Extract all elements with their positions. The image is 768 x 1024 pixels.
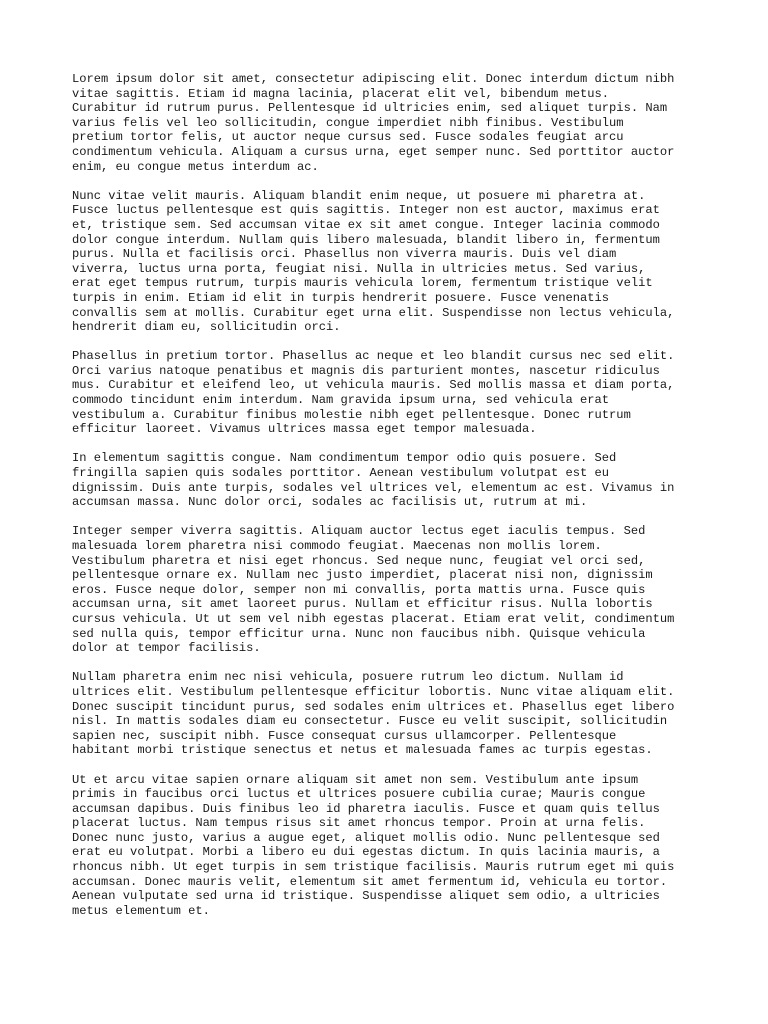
paragraph-5: Integer semper viverra sagittis. Aliquam auctor lectus eget iaculis tempus. Sed malesuada lorem pharetra nisi commodo feugiat. Maecenas non mollis lorem. Vestibulum pharetra et nisi eget rhoncus. Sed neque nunc, feugiat vel orci sed, pellentesque ornare ex. Nullam nec justo imperdiet, placerat nisi non, dignissim eros. Fusce neque dolor, semper non mi convallis, porta mattis urna. Fusce quis accumsan urna, sit amet laoreet purus. Nullam et efficitur risus. Nulla lobortis cursus vehicula. Ut ut sem vel nibh egestas placerat. Etiam erat velit, condimentum sed nulla quis, tempor efficitur urna. Nunc non faucibus nibh. Quisque vehicula dolor at tempor facilisis.	[72, 524, 675, 656]
document-page	[72, 72, 712, 933]
paragraph-1: Lorem ipsum dolor sit amet, consectetur adipiscing elit. Donec interdum dictum nibh vitae sagittis. Etiam id magna lacinia, placerat elit vel, bibendum metus. Curabitur id rutrum purus. Pellentesque id ultricies enim, sed aliquet turpis. Nam varius felis vel leo sollicitudin, congue imperdiet nibh finibus. Vestibulum pretium tortor felis, ut auctor neque cursus sed. Fusce sodales feugiat arcu condimentum vehicula. Aliquam a cursus urna, eget semper nunc. Sed porttitor auctor enim, eu congue metus interdum ac.	[72, 72, 675, 174]
paragraph-3: Phasellus in pretium tortor. Phasellus ac neque et leo blandit cursus nec sed elit. Orci varius natoque penatibus et magnis dis parturient montes, nascetur ridiculus mus. Curabitur et eleifend leo, ut vehicula mauris. Sed mollis massa et diam porta, commodo tincidunt enim interdum. Nam gravida ipsum urna, sed vehicula erat vestibulum a. Curabitur finibus molestie nibh eget pellentesque. Donec rutrum efficitur laoreet. Vivamus ultrices massa eget tempor malesuada.	[72, 349, 675, 437]
paragraph-6: Nullam pharetra enim nec nisi vehicula, posuere rutrum leo dictum. Nullam id ultrices elit. Vestibulum pellentesque efficitur lobortis. Nunc vitae aliquam elit. Donec suscipit tincidunt purus, sed sodales enim ultrices et. Phasellus eget libero nisl. In mattis sodales diam eu consectetur. Fusce eu velit suscipit, sollicitudin sapien nec, suscipit nibh. Fusce consequat cursus ullamcorper. Pellentesque habitant morbi tristique senectus et netus et malesuada fames ac turpis egestas.	[72, 670, 675, 758]
paragraph-2: Nunc vitae velit mauris. Aliquam blandit enim neque, ut posuere mi pharetra at. Fusce luctus pellentesque est quis sagittis. Integer non est auctor, maximus erat et, tristique sem. Sed accumsan vitae ex sit amet congue. Integer lacinia commodo dolor congue interdum. Nullam quis libero malesuada, blandit libero in, fermentum purus. Nulla et facilisis orci. Phasellus non viverra mauris. Duis vel diam viverra, luctus urna porta, feugiat nisi. Nulla in ultricies metus. Sed varius, erat eget tempus rutrum, turpis mauris vehicula lorem, fermentum tristique velit turpis in enim. Etiam id elit in turpis hendrerit posuere. Fusce venenatis convallis sem at mollis. Curabitur eget urna elit. Suspendisse non lectus vehicula, hendrerit diam eu, sollicitudin orci.	[72, 188, 675, 335]
paragraph-7: Ut et arcu vitae sapien ornare aliquam sit amet non sem. Vestibulum ante ipsum primis in faucibus orci luctus et ultrices posuere cubilia curae; Mauris congue accumsan dapibus. Duis finibus leo id pharetra iaculis. Fusce et quam quis tellus placerat luctus. Nam tempus risus sit amet rhoncus tempor. Proin at urna felis. Donec nunc justo, varius a augue eget, aliquet mollis odio. Nunc pellentesque sed erat eu volutpat. Morbi a libero eu dui egestas dictum. In quis lacinia mauris, a rhoncus nibh. Ut eget turpis in sem tristique facilisis. Mauris rutrum eget mi quis accumsan. Donec mauris velit, elementum sit amet fermentum id, vehicula eu tortor. Aenean vulputate sed urna id tristique. Suspendisse aliquet sem odio, a ultricies metus elementum et.	[72, 772, 675, 918]
paragraph-4: In elementum sagittis congue. Nam condimentum tempor odio quis posuere. Sed fringilla sapien quis sodales porttitor. Aenean vestibulum volutpat est eu dignissim. Duis ante turpis, sodales vel ultrices vel, elementum ac est. Vivamus in accumsan massa. Nunc dolor orci, sodales ac facilisis ut, rutrum at mi.	[72, 451, 675, 510]
